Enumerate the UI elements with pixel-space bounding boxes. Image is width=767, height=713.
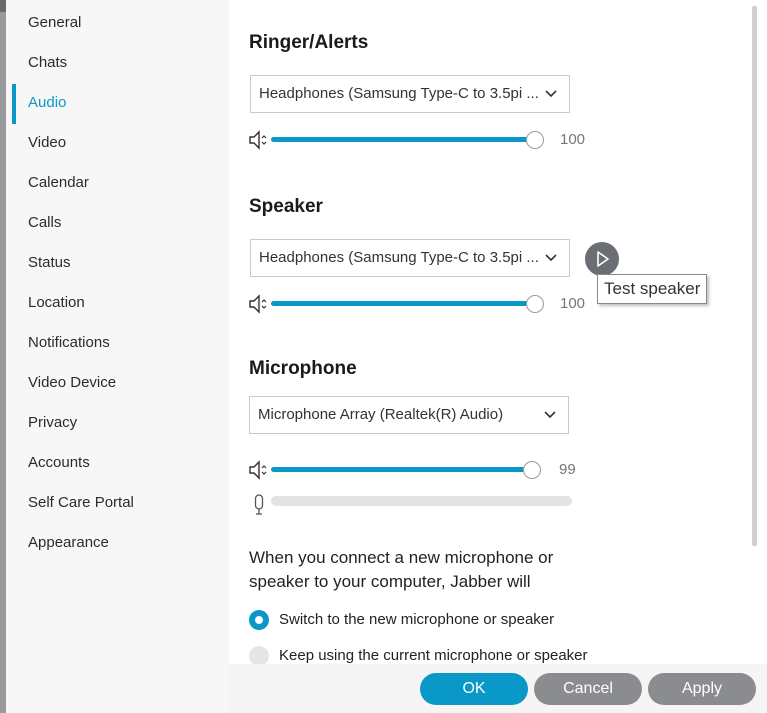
- ringer-volume-track: [271, 137, 535, 142]
- audio-settings-panel: [229, 0, 767, 713]
- microphone-section-title: Microphone: [249, 358, 357, 379]
- sidebar-item-general[interactable]: General: [28, 14, 82, 31]
- microphone-device-select[interactable]: [249, 396, 569, 434]
- radio-button-checked[interactable]: [249, 610, 269, 630]
- sidebar-item-status[interactable]: Status: [28, 254, 71, 271]
- sidebar-item-privacy[interactable]: Privacy: [28, 414, 78, 431]
- volume-icon: [248, 130, 270, 150]
- chevron-down-icon: [545, 90, 557, 98]
- microphone-volume-slider[interactable]: [271, 461, 544, 479]
- ringer-device-value: Headphones (Samsung Type-C to 3.5pi ...: [259, 85, 539, 102]
- speaker-volume-value: 100: [560, 295, 586, 312]
- sidebar-item-audio[interactable]: Audio: [28, 94, 67, 111]
- radio-label-keep: Keep using the current microphone or speaker: [279, 647, 588, 664]
- ringer-device-select[interactable]: [250, 75, 570, 113]
- sidebar: [6, 0, 229, 713]
- sidebar-item-calls[interactable]: Calls: [28, 214, 62, 231]
- radio-button-unchecked[interactable]: [249, 646, 269, 666]
- play-icon: [585, 242, 619, 276]
- ok-button[interactable]: OK: [420, 673, 528, 705]
- sidebar-item-notifications[interactable]: Notifications: [28, 334, 110, 351]
- test-speaker-button[interactable]: [585, 242, 619, 276]
- cancel-button[interactable]: Cancel: [534, 673, 642, 705]
- sidebar-item-accounts[interactable]: Accounts: [28, 454, 90, 471]
- new-device-description: When you connect a new microphone or speaker to your computer, Jabber will: [249, 548, 554, 591]
- radio-label-switch: Switch to the new microphone or speaker: [279, 611, 555, 628]
- sidebar-item-video-device[interactable]: Video Device: [28, 374, 117, 391]
- ringer-volume-thumb[interactable]: [526, 131, 544, 149]
- microphone-volume-value: 99: [559, 461, 576, 478]
- ringer-volume-value: 100: [560, 131, 586, 148]
- microphone-level-meter: [271, 496, 572, 506]
- sidebar-item-video[interactable]: Video: [28, 134, 67, 151]
- speaker-section-title: Speaker: [249, 196, 323, 217]
- sidebar-item-appearance[interactable]: Appearance: [28, 534, 109, 551]
- active-nav-indicator: [12, 84, 16, 124]
- speaker-volume-track: [271, 301, 535, 306]
- apply-button[interactable]: Apply: [648, 673, 756, 705]
- speaker-device-value: Headphones (Samsung Type-C to 3.5pi ...: [259, 249, 539, 266]
- scrollbar[interactable]: [752, 6, 757, 546]
- ringer-volume-slider[interactable]: [271, 131, 544, 149]
- sidebar-item-calendar[interactable]: Calendar: [28, 174, 89, 191]
- microphone-device-value: Microphone Array (Realtek(R) Audio): [258, 406, 504, 423]
- microphone-icon: [253, 494, 265, 516]
- volume-icon: [248, 294, 270, 314]
- speaker-volume-slider[interactable]: [271, 295, 544, 313]
- microphone-volume-track: [271, 467, 532, 472]
- speaker-device-select[interactable]: [250, 239, 570, 277]
- sidebar-item-self-care-portal[interactable]: Self Care Portal: [28, 494, 134, 511]
- speaker-volume-thumb[interactable]: [526, 295, 544, 313]
- chevron-down-icon: [545, 254, 557, 262]
- sidebar-item-location[interactable]: Location: [28, 294, 85, 311]
- chevron-down-icon: [544, 411, 556, 419]
- test-speaker-tooltip: Test speaker: [597, 274, 707, 304]
- sidebar-item-chats[interactable]: Chats: [28, 54, 68, 71]
- volume-icon: [248, 460, 270, 480]
- microphone-volume-thumb[interactable]: [523, 461, 541, 479]
- ringer-section-title: Ringer/Alerts: [249, 32, 369, 53]
